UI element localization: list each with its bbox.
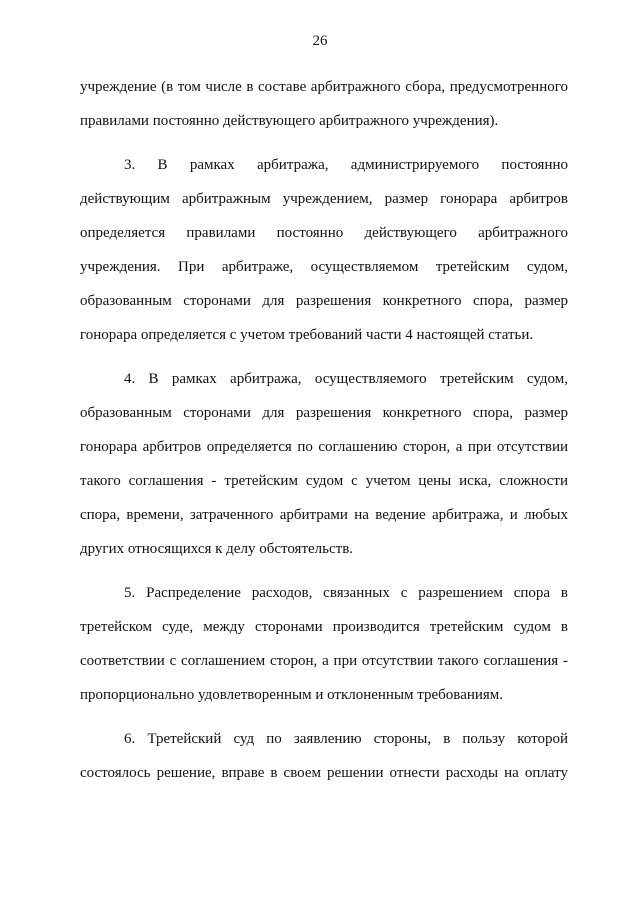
paragraph-3-line: определяется правилами постоянно действующего арбитражного xyxy=(80,225,568,241)
paragraph-4-line: 4. В рамках арбитража, осуществляемого третейским судом, xyxy=(124,371,568,387)
text-line: правилами постоянно действующего арбитражного учреждения). xyxy=(80,113,499,129)
paragraph-3-line: действующим арбитражным учреждением, размер гонорара арбитров xyxy=(80,191,568,207)
paragraph-3-line: 3. В рамках арбитража, администрируемого постоянно xyxy=(124,157,568,173)
paragraph-3-line: учреждения. При арбитраже, осуществляемом третейским судом, xyxy=(80,259,568,275)
page-number: 26 xyxy=(312,33,328,49)
paragraph-5-line: 5. Распределение расходов, связанных с разрешением спора в xyxy=(124,585,568,601)
text-line: учреждение (в том числе в составе арбитражного сбора, предусмотренного xyxy=(80,79,568,95)
paragraph-6-line: 6. Третейский суд по заявлению стороны, в пользу которой xyxy=(124,731,568,747)
paragraph-5-line: третейском суде, между сторонами производится третейским судом в xyxy=(80,619,568,635)
paragraph-3-line: образованным сторонами для разрешения конкретного спора, размер xyxy=(80,293,568,309)
paragraph-5-line: пропорционально удовлетворенным и отклоненным требованиям. xyxy=(80,687,504,703)
paragraph-4-line: гонорара арбитров определяется по соглашению сторон, а при отсутствии xyxy=(80,439,568,455)
paragraph-4-line: образованным сторонами для разрешения конкретного спора, размер xyxy=(80,405,568,421)
document-body xyxy=(80,70,568,790)
paragraph-4-line: такого соглашения - третейским судом с учетом цены иска, сложности xyxy=(80,473,568,489)
paragraph-5-line: соответствии с соглашением сторон, а при отсутствии такого соглашения - xyxy=(80,653,568,669)
paragraph-4-line: других относящихся к делу обстоятельств. xyxy=(80,541,354,557)
paragraph-3-line: гонорара определяется с учетом требований части 4 настоящей статьи. xyxy=(80,327,534,343)
paragraph-6-line: состоялось решение, вправе в своем решении отнести расходы на оплату xyxy=(80,765,568,781)
paragraph-4-line: спора, времени, затраченного арбитрами на ведение арбитража, и любых xyxy=(80,507,568,523)
